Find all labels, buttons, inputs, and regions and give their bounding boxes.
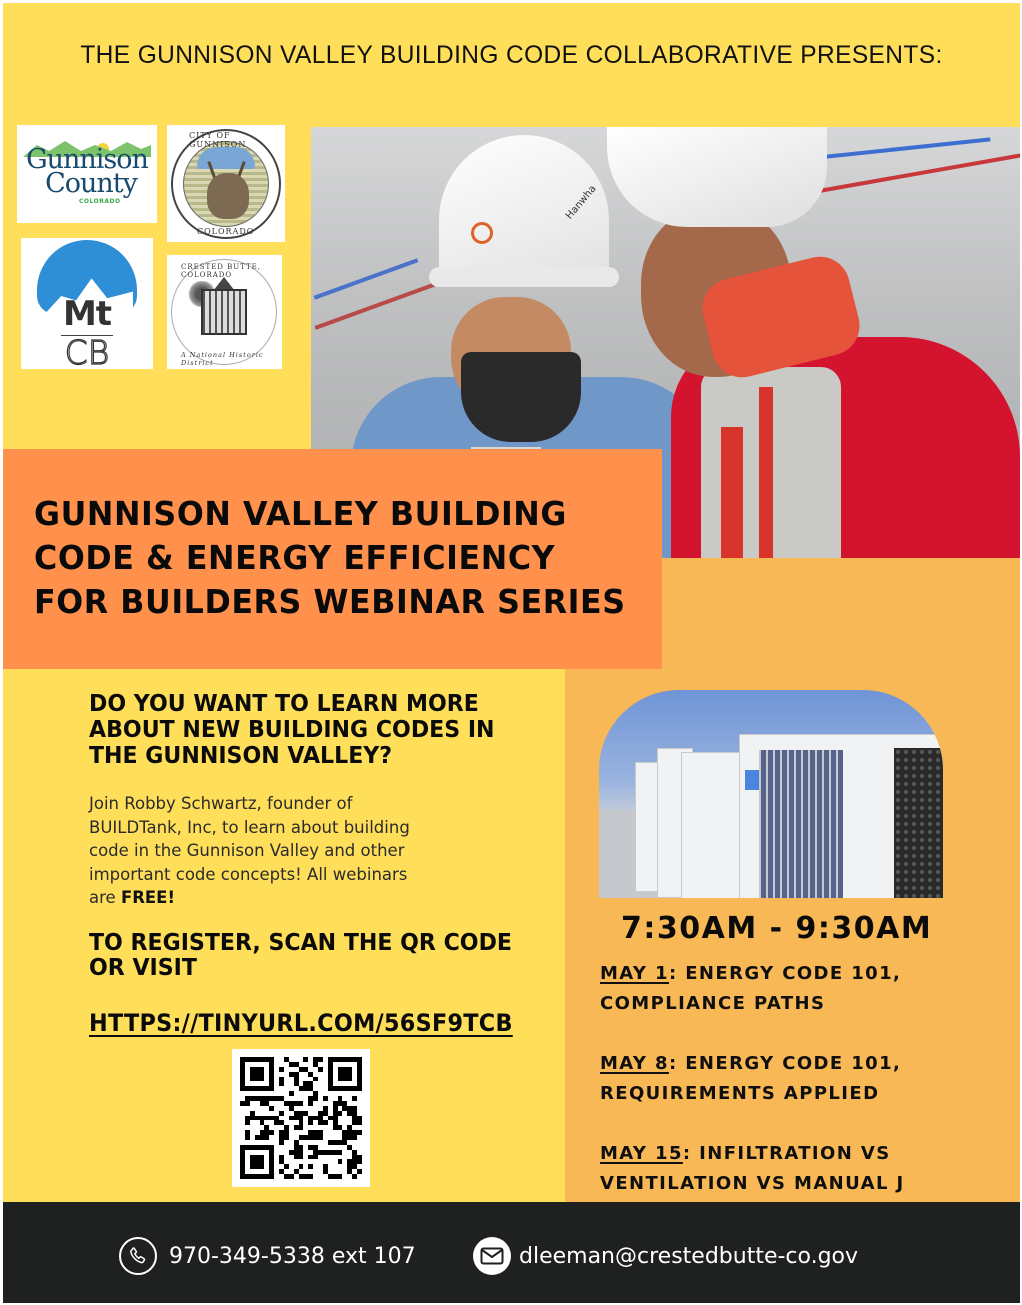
hard-hat (439, 135, 609, 285)
gunnison-county-logo (17, 125, 157, 223)
session-title: : ENERGY CODE 101, (668, 1053, 902, 1074)
harness-strap (759, 387, 773, 558)
session-date: MAY 8 (600, 1053, 669, 1074)
title-line: GUNNISON VALLEY BUILDING (34, 494, 567, 533)
seal-top-text: CITY OF GUNNISON (189, 131, 247, 149)
seal-bottom-text: COLORADO (197, 227, 255, 236)
seal-top-text: CRESTED BUTTE, COLORADO (181, 263, 261, 279)
flyer-page (3, 3, 1020, 1303)
session-date: MAY 15 (600, 1143, 683, 1164)
description-line: BUILDTank, Inc, to learn about building (89, 817, 410, 837)
description-text: are (89, 888, 121, 908)
description-line (89, 886, 469, 910)
description-line: important code concepts! All webinars (89, 864, 408, 884)
seal-bottom-text: A National Historic District (181, 351, 264, 367)
logo-text-gunnison: Gunnison (26, 144, 148, 175)
session-date: MAY 1 (600, 963, 669, 984)
title-line: FOR BUILDERS WEBINAR SERIES (34, 582, 626, 621)
email-address: dleeman@crestedbutte-co.gov (519, 1243, 859, 1269)
fan-grille (759, 750, 843, 898)
seal-sky (197, 147, 255, 169)
title-line: CODE & ENERGY EFFICIENCY (34, 538, 556, 577)
register-heading (89, 931, 512, 981)
title-block (3, 449, 662, 669)
session-subtitle: REQUIREMENTS APPLIED (600, 1083, 880, 1104)
qr-code-icon (240, 1057, 362, 1179)
session-list (600, 959, 1000, 1229)
mt-crested-butte-logo (21, 238, 153, 369)
question-line: DO YOU WANT TO LEARN MORE (89, 691, 479, 717)
envelope-icon (473, 1237, 511, 1275)
phone-icon (119, 1237, 157, 1275)
contact-footer (3, 1202, 1020, 1303)
intro-question (89, 691, 495, 769)
logo-text-colorado: COLORADO (79, 198, 121, 205)
ceiling-pipe (812, 152, 1020, 194)
free-emphasis: FREE! (120, 888, 175, 908)
description-line: Join Robby Schwartz, founder of (89, 794, 353, 813)
hvac-unit (681, 752, 743, 898)
series-title (34, 492, 626, 624)
register-line: TO REGISTER, SCAN THE QR CODE (89, 930, 512, 956)
helmet-logo-icon (471, 222, 493, 244)
hard-hat-brim (429, 267, 619, 287)
logo-text-cb: CB (64, 333, 110, 369)
email-contact[interactable] (473, 1237, 858, 1275)
ceiling-pipe (315, 278, 448, 330)
registration-qr-code[interactable] (232, 1049, 370, 1187)
worker-face-mask (461, 352, 581, 442)
hard-hat (607, 127, 827, 227)
phone-number: 970-349-5338 ext 107 (169, 1243, 416, 1269)
presenter-line: THE GUNNISON VALLEY BUILDING CODE COLLABORATIVE PRESENTS: (80, 41, 943, 69)
hvac-units-photo (599, 690, 943, 898)
city-of-gunnison-seal (167, 125, 285, 242)
crested-butte-seal (167, 255, 282, 369)
historic-building-icon (201, 289, 247, 335)
session-item (600, 1139, 1000, 1199)
unit-label (745, 770, 759, 790)
webinar-time: 7:30AM - 9:30AM (621, 911, 933, 946)
question-line: THE GUNNISON VALLEY? (89, 743, 393, 769)
session-item (600, 1049, 1000, 1109)
intro-description (89, 792, 469, 910)
session-title: : INFILTRATION VS (682, 1143, 891, 1164)
session-subtitle: VENTILATION VS MANUAL J (600, 1173, 905, 1194)
question-line: ABOUT NEW BUILDING CODES IN (89, 717, 495, 743)
register-line: OR VISIT (89, 955, 197, 981)
coil-mesh (894, 748, 943, 898)
phone-contact[interactable] (119, 1237, 416, 1275)
session-title: : ENERGY CODE 101, (668, 963, 902, 984)
description-line: code in the Gunnison Valley and other (89, 841, 405, 861)
elk-icon (207, 173, 249, 219)
logo-text-mt: Mt (62, 294, 112, 334)
helmet-text: Hanwha (564, 183, 599, 222)
registration-link[interactable]: HTTPS://TINYURL.COM/56SF9TCB (89, 1009, 513, 1037)
logo-text-county: County (45, 168, 137, 199)
harness-strap (721, 427, 743, 558)
session-subtitle: COMPLIANCE PATHS (600, 993, 826, 1014)
hvac-unit (635, 762, 659, 892)
session-item (600, 959, 1000, 1019)
